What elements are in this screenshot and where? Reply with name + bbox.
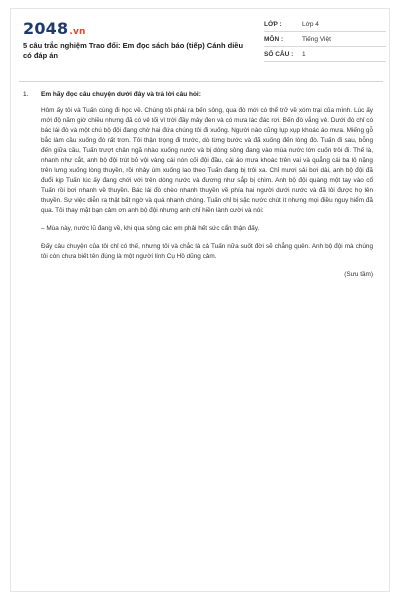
meta-key: SỐ CÂU : [264,50,294,58]
question-prompt: Em hãy đọc câu chuyện dưới đây và trả lời câu hỏi: [41,91,201,98]
story-paragraph: Hôm ấy tôi và Tuấn cùng đi học về. Chúng tôi phải ra bến sông, qua đò mới có thể trở về xóm trại của mình. Lúc ấy mới độ năm giờ chiều nhưng đã có vẻ tối vì trời đầy mây đen và có mưa lác đác rơi. Bến đò vắng vẻ. Dưới đò chỉ có bác lái đò và một chú bộ đội đang chờ hai đứa chúng tôi đi xuống. Người nào cũng lụp xụp khoác áo mưa. Miếng gỗ bắc làm cầu xuống đò rất trơn. Tôi thận trọng đi trước, dò từng bước và đã xuống đến lòng đò. Tuấn đi sau, bỗng đến giữa cầu, Tuấn trượt chân ngã nhào xuống nước và bị dòng sông đang vào mùa nước lớn cuốn trôi đi. Thế là, nhanh như cắt, anh bộ đội trút bỏ vội vàng cái nón cối đội đầu, cái áo mưa khoác trên vai và quẳng cái ba lô nặng trên lưng xuống lòng thuyền, rồi nhảy ùm xuống lao theo Tuấn đang bị trôi xa. Chỉ mươi sải bơi dài, anh bộ đội đã đuổi kịp Tuấn lúc ấy đang chới với trên dòng nước và đương như sắp bị chìm. Anh bộ đội quàng một tay vào cổ Tuấn rồi bơi nhanh về thuyền. Bác lái đò chèo nhanh thuyền về phía hai người dưới nước và đã lôi được họ lên thuyền. Sự việc diễn ra thật bất ngờ và quá nhanh chóng. Tuấn chỉ bị sặc nước chút ít nhưng mọi điều nguy hiểm đã qua. Tôi thay mặt bạn cảm ơn anh bộ đội nhưng anh chỉ hiền lành cười và nói: [41,107,373,214]
meta-key: MÔN : [264,35,284,43]
meta-value: Tiếng Việt [302,35,331,43]
site-logo[interactable] [23,19,86,38]
meta-row-grade [264,17,386,32]
document-page [10,8,390,592]
document-title: 5 câu trắc nghiệm Trao đổi: Em đọc sách báo (tiếp) Cánh diều có đáp án [23,41,244,60]
story-paragraph: Đấy câu chuyện của tôi chỉ có thế, nhưng tôi và chắc là cả Tuấn nữa suốt đời sẽ chẳng quên. Anh bộ đội mà chúng tôi còn chưa biết tên đúng là một người lính Cụ Hồ dũng cảm. [41,243,373,260]
logo-sub-text: .vn [69,27,86,37]
meta-key: LỚP : [264,20,282,28]
header-divider [19,81,383,82]
question-header [23,91,375,98]
question-block [23,91,375,288]
meta-row-subject [264,32,386,47]
story-source: (Sưu tầm) [344,271,373,278]
meta-row-question-count [264,47,386,62]
meta-table [264,17,386,62]
meta-value: 1 [302,50,306,58]
logo-main-text: 2048 [23,19,69,38]
document-header [19,17,383,75]
question-body [41,106,373,280]
story-paragraph: – Mùa này, nước lũ đang về, khi qua sông các em phải hết sức cẩn thận đấy. [41,225,260,232]
meta-value: Lớp 4 [302,20,319,28]
question-number: 1. [23,91,29,98]
